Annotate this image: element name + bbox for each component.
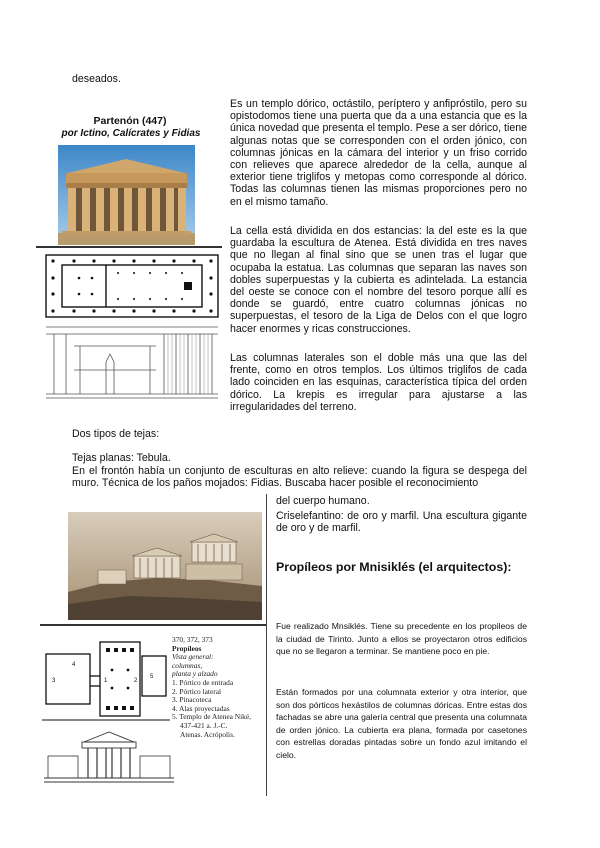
legend-sub-1: Vista general:	[172, 652, 214, 662]
intro-fragment: deseados.	[72, 73, 121, 85]
column-divider	[266, 494, 267, 796]
legend-item: 3. Pinacoteca	[172, 695, 212, 705]
legend-item: 1. Pórtico de entrada	[172, 677, 234, 687]
propileos-paragraph-1: Fue realizado Mnsiklés. Tiene su precedente en los propileos de la ciudad de Tirinto. Junto a ellos se proyectaron otros edificios que no se llegaron a terminar. Se mantiene poco en pie.	[276, 621, 527, 657]
svg-text:5: 5	[150, 674, 154, 680]
legend-header: 370, 372, 373	[172, 635, 213, 644]
partenon-elevation	[44, 322, 220, 402]
acropolis-photo	[68, 512, 262, 620]
svg-text:3: 3	[52, 678, 56, 684]
legend-sub-2: columnas,	[172, 660, 203, 670]
fronton-paragraph: En el frontón había un conjunto de esculturas en alto relieve: cuando la figura se despega del muro. Técnica de los paños mojados: Fidias. Buscaba hacer posible el reconocimiento	[72, 465, 527, 490]
legend-item: 5. Templo de Atenea Niké,	[172, 712, 251, 722]
svg-text:4: 4	[72, 662, 76, 668]
partenon-paragraph-3: Las columnas laterales son el doble más una que las del frente, como en otros templos. Los últimos triglifos de cada lado coinciden en las esquinas, característica típica del orden dórico. La krepis es irregular para ajustarse a las irregularidades del terreno.	[230, 352, 527, 413]
partenon-paragraph-2: La cella está dividida en dos estancias: la del este es la que guardaba la escultura de Atenea. Está dividida en tres naves que no llegan al final sino que se unen tras el lugar que ocupaba la estatua. Las columnas que separan las naves son dobles superpuestas y la cubierta es adintelada. La estancia del oeste se conoce con el nombre del tesoro porque allí es donde se guardó, entre cuatro columnas jónicas no superpuestas, el tesoro de la Liga de Delos con el que logro hacer enormes y ricas construcciones.	[230, 225, 527, 335]
partenon-paragraph-1: Es un templo dórico, octástilo, períptero y anfipróstilo, pero su opistodomos tiene una puerta que da a una estancia que es la única novedad que presenta el templo. Pese a ser dórico, tiene algunas notas que se corresponden con el orden jónico, con columnas jónicas en la cámara del interior y un friso corrido con relieves que aparece alrededor de la cella, aunque al exterior tiene triglifos y metopas como corresponde al dórico. Todas las columnas tienen las mismas proporciones pero no en el mismo tamaño.	[230, 98, 527, 208]
partenon-caption-title: Partenón (447)	[93, 115, 167, 127]
legend-item: 4. Alas proyectadas	[172, 703, 230, 713]
partenon-caption-subtitle: por Ictino, Calícrates y Fidias	[61, 128, 201, 139]
tejas-line: Tejas planas: Tebula.	[72, 452, 171, 464]
propileos-paragraph-2: Están formados por una columnata exterior y otra interior, que son dos pórticos hexástilos de columnas dóricas. Entre estas dos fachadas se abre una galería central que presenta una columnata de orden jónico. La cubierta era plana, formada por casetones con estrellas doradas pintadas sobre un fondo azul imitando el cielo.	[276, 687, 527, 760]
propileos-plan	[42, 636, 170, 726]
fronton-paragraph-cont: del cuerpo humano.	[276, 495, 370, 507]
partenon-photo	[58, 145, 195, 245]
acropolis-divider	[40, 624, 266, 626]
legend-sub-3: planta y alzado	[172, 669, 218, 679]
svg-text:1: 1	[104, 678, 108, 684]
tejas-heading: Dos tipos de tejas:	[72, 428, 160, 440]
legend-item: 2. Pórtico lateral	[172, 686, 222, 696]
propileos-title: Propíleos por Mnisiklés (el arquitectos):	[276, 560, 512, 574]
criselefantino-paragraph: Criselefantino: de oro y marfil. Una escultura gigante de oro y de marfil.	[276, 510, 527, 535]
partenon-plan	[44, 253, 220, 319]
legend-item: 437-421 a. J.-C.	[180, 720, 228, 730]
legend-item: Atenas. Acrópolis.	[180, 729, 235, 739]
svg-text:2: 2	[134, 678, 138, 684]
partenon-divider	[36, 246, 222, 248]
propileos-elevation	[44, 730, 174, 788]
propileos-legend	[172, 636, 264, 739]
legend-title: Propíleos	[172, 643, 202, 653]
